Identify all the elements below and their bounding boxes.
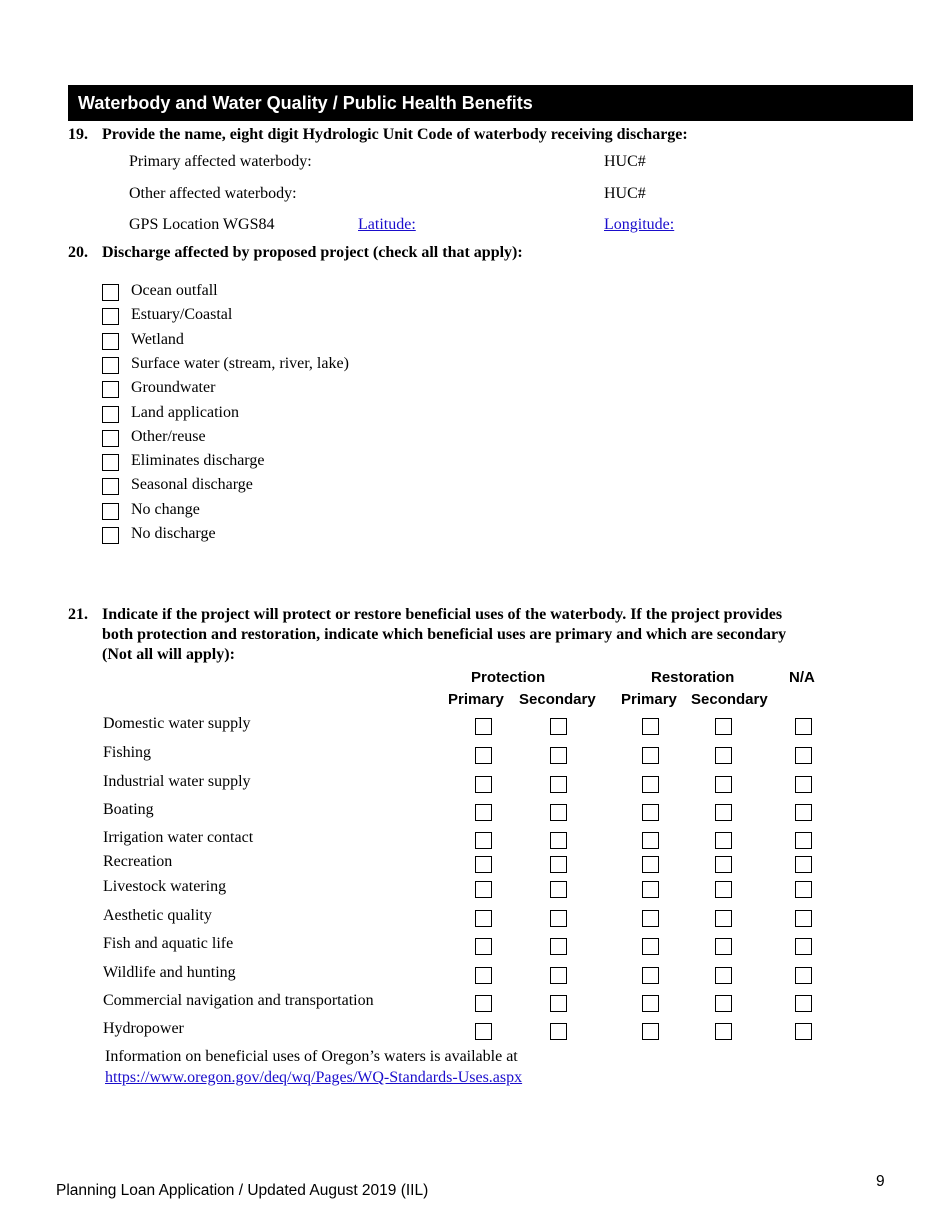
protection-primary-checkbox[interactable]	[475, 776, 492, 793]
na-checkbox[interactable]	[795, 747, 812, 764]
na-checkbox[interactable]	[795, 832, 812, 849]
restoration-primary-checkbox[interactable]	[642, 747, 659, 764]
na-checkbox[interactable]	[795, 967, 812, 984]
na-group-header: N/A	[789, 669, 815, 686]
restoration-secondary-checkbox[interactable]	[715, 910, 732, 927]
protection-primary-checkbox[interactable]	[475, 804, 492, 821]
protection-secondary-checkbox[interactable]	[550, 856, 567, 873]
protection-secondary-checkbox[interactable]	[550, 995, 567, 1012]
protection-primary-checkbox[interactable]	[475, 881, 492, 898]
latitude-link[interactable]: Latitude:	[358, 216, 416, 233]
discharge-option-label: Eliminates discharge	[131, 452, 265, 469]
discharge-option-checkbox[interactable]	[102, 308, 119, 325]
discharge-option-checkbox[interactable]	[102, 381, 119, 398]
beneficial-uses-link[interactable]: https://www.oregon.gov/deq/wq/Pages/WQ-Standards-Uses.aspx	[105, 1069, 523, 1086]
discharge-option-checkbox[interactable]	[102, 284, 119, 301]
protection-primary-checkbox[interactable]	[475, 967, 492, 984]
restoration-secondary-checkbox[interactable]	[715, 967, 732, 984]
restoration-primary-checkbox[interactable]	[642, 1023, 659, 1040]
na-checkbox[interactable]	[795, 804, 812, 821]
discharge-option-label: Other/reuse	[131, 428, 206, 445]
discharge-option-checkbox[interactable]	[102, 333, 119, 350]
protection-secondary-checkbox[interactable]	[550, 910, 567, 927]
beneficial-use-label: Fish and aquatic life	[103, 935, 234, 952]
primary-huc-label: HUC#	[604, 153, 646, 170]
protection-primary-checkbox[interactable]	[475, 856, 492, 873]
question-21-number: 21.	[68, 606, 88, 623]
question-21-line2: both protection and restoration, indicate which beneficial uses are primary and which are secondary	[102, 626, 787, 643]
question-20-text: Discharge affected by proposed project (check all that apply):	[102, 244, 523, 261]
info-text: Information on beneficial uses of Oregon’s waters is available at	[105, 1048, 518, 1065]
restoration-primary-header: Primary	[621, 691, 677, 708]
discharge-option-label: Wetland	[131, 331, 184, 348]
discharge-option-checkbox[interactable]	[102, 454, 119, 471]
restoration-secondary-checkbox[interactable]	[715, 881, 732, 898]
restoration-secondary-checkbox[interactable]	[715, 776, 732, 793]
na-checkbox[interactable]	[795, 718, 812, 735]
protection-secondary-checkbox[interactable]	[550, 881, 567, 898]
restoration-secondary-checkbox[interactable]	[715, 804, 732, 821]
restoration-secondary-header: Secondary	[691, 691, 768, 708]
restoration-primary-checkbox[interactable]	[642, 804, 659, 821]
restoration-primary-checkbox[interactable]	[642, 776, 659, 793]
protection-secondary-checkbox[interactable]	[550, 967, 567, 984]
beneficial-use-label: Wildlife and hunting	[103, 964, 236, 981]
beneficial-use-label: Boating	[103, 801, 154, 818]
beneficial-use-label: Commercial navigation and transportation	[103, 992, 374, 1009]
protection-primary-checkbox[interactable]	[475, 1023, 492, 1040]
discharge-option-checkbox[interactable]	[102, 406, 119, 423]
protection-primary-checkbox[interactable]	[475, 718, 492, 735]
restoration-secondary-checkbox[interactable]	[715, 747, 732, 764]
discharge-option-checkbox[interactable]	[102, 478, 119, 495]
protection-secondary-checkbox[interactable]	[550, 776, 567, 793]
restoration-primary-checkbox[interactable]	[642, 910, 659, 927]
beneficial-use-label: Industrial water supply	[103, 773, 251, 790]
protection-secondary-checkbox[interactable]	[550, 938, 567, 955]
protection-secondary-header: Secondary	[519, 691, 596, 708]
question-20-number: 20.	[68, 244, 88, 261]
discharge-option-label: Estuary/Coastal	[131, 306, 233, 323]
na-checkbox[interactable]	[795, 910, 812, 927]
restoration-primary-checkbox[interactable]	[642, 881, 659, 898]
restoration-secondary-checkbox[interactable]	[715, 832, 732, 849]
other-huc-label: HUC#	[604, 185, 646, 202]
restoration-secondary-checkbox[interactable]	[715, 1023, 732, 1040]
discharge-option-checkbox[interactable]	[102, 527, 119, 544]
restoration-secondary-checkbox[interactable]	[715, 856, 732, 873]
protection-group-header: Protection	[471, 669, 546, 686]
protection-primary-checkbox[interactable]	[475, 747, 492, 764]
discharge-option-label: No change	[131, 501, 200, 518]
protection-primary-header: Primary	[448, 691, 504, 708]
beneficial-use-label: Irrigation water contact	[103, 829, 254, 846]
question-21-line1: Indicate if the project will protect or restore beneficial uses of the waterbody. If the project provides	[102, 606, 783, 623]
na-checkbox[interactable]	[795, 995, 812, 1012]
protection-secondary-checkbox[interactable]	[550, 832, 567, 849]
footer-text: Planning Loan Application / Updated August 2019 (IIL)	[56, 1182, 429, 1199]
beneficial-use-label: Fishing	[103, 744, 152, 761]
restoration-primary-checkbox[interactable]	[642, 967, 659, 984]
discharge-option-label: Groundwater	[131, 379, 216, 396]
question-19-number: 19.	[68, 126, 88, 143]
protection-secondary-checkbox[interactable]	[550, 804, 567, 821]
protection-primary-checkbox[interactable]	[475, 995, 492, 1012]
beneficial-use-label: Aesthetic quality	[103, 907, 212, 924]
discharge-option-checkbox[interactable]	[102, 357, 119, 374]
na-checkbox[interactable]	[795, 938, 812, 955]
discharge-option-label: Seasonal discharge	[131, 476, 253, 493]
restoration-primary-checkbox[interactable]	[642, 938, 659, 955]
discharge-option-label: Land application	[131, 404, 239, 421]
protection-primary-checkbox[interactable]	[475, 832, 492, 849]
protection-secondary-checkbox[interactable]	[550, 718, 567, 735]
beneficial-use-label: Domestic water supply	[103, 715, 251, 732]
discharge-option-checkbox[interactable]	[102, 503, 119, 520]
na-checkbox[interactable]	[795, 1023, 812, 1040]
gps-location-label: GPS Location WGS84	[129, 216, 275, 233]
section-header: Waterbody and Water Quality / Public Health Benefits	[68, 85, 913, 121]
discharge-option-label: Ocean outfall	[131, 282, 218, 299]
page-number: 9	[876, 1173, 885, 1190]
protection-primary-checkbox[interactable]	[475, 910, 492, 927]
beneficial-use-label: Livestock watering	[103, 878, 227, 895]
restoration-secondary-checkbox[interactable]	[715, 938, 732, 955]
protection-secondary-checkbox[interactable]	[550, 1023, 567, 1040]
restoration-primary-checkbox[interactable]	[642, 832, 659, 849]
na-checkbox[interactable]	[795, 881, 812, 898]
restoration-group-header: Restoration	[651, 669, 735, 686]
discharge-option-label: No discharge	[131, 525, 216, 542]
discharge-option-label: Surface water (stream, river, lake)	[131, 355, 349, 372]
longitude-link[interactable]: Longitude:	[604, 216, 675, 233]
discharge-option-checkbox[interactable]	[102, 430, 119, 447]
beneficial-use-label: Hydropower	[103, 1020, 184, 1037]
beneficial-use-label: Recreation	[103, 853, 173, 870]
protection-primary-checkbox[interactable]	[475, 938, 492, 955]
na-checkbox[interactable]	[795, 776, 812, 793]
primary-waterbody-label: Primary affected waterbody:	[129, 153, 312, 170]
protection-secondary-checkbox[interactable]	[550, 747, 567, 764]
restoration-primary-checkbox[interactable]	[642, 718, 659, 735]
restoration-secondary-checkbox[interactable]	[715, 995, 732, 1012]
other-waterbody-label: Other affected waterbody:	[129, 185, 297, 202]
question-21-line3: (Not all will apply):	[102, 646, 235, 663]
restoration-secondary-checkbox[interactable]	[715, 718, 732, 735]
na-checkbox[interactable]	[795, 856, 812, 873]
question-19-text: Provide the name, eight digit Hydrologic Unit Code of waterbody receiving discharge:	[102, 126, 688, 143]
restoration-primary-checkbox[interactable]	[642, 995, 659, 1012]
restoration-primary-checkbox[interactable]	[642, 856, 659, 873]
